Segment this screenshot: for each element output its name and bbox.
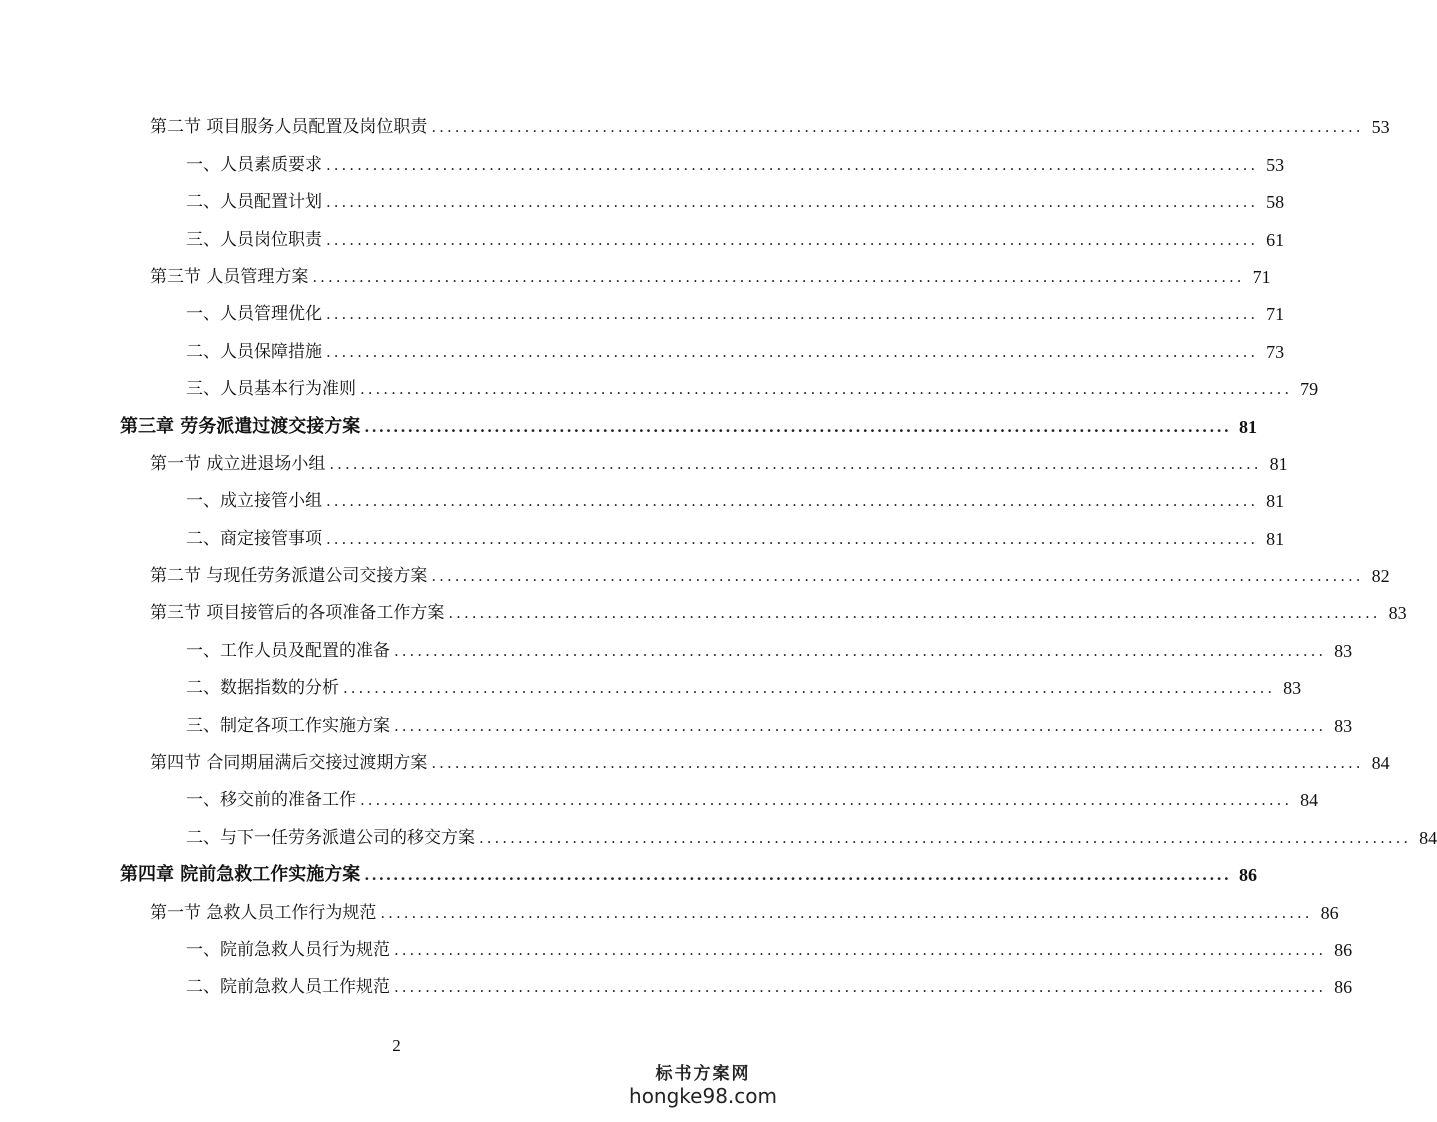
toc-page-number: 81 (1269, 453, 1288, 474)
toc-page-number: 71 (1252, 266, 1271, 287)
toc-dot-leader: ........................................................................................................................ (394, 940, 1327, 959)
toc-entry-title: 一、院前急救人员行为规范 (186, 939, 390, 960)
toc-page-number: 84 (1300, 790, 1319, 811)
toc-dot-leader: ........................................................................................................................ (431, 567, 1364, 586)
toc-section-entry (120, 250, 1271, 287)
watermark-url: hongke98.com (629, 1084, 777, 1108)
toc-section-entry (120, 437, 1288, 474)
toc-dot-leader: ........................................................................................................................ (394, 641, 1327, 660)
toc-page-number: 86 (1334, 977, 1353, 998)
toc-dot-leader: ........................................................................................................................ (326, 230, 1259, 249)
toc-dot-leader: ........................................................................................................................ (431, 118, 1364, 137)
toc-entry-title: 二、商定接管事项 (186, 528, 322, 549)
toc-page-number: 83 (1388, 603, 1407, 624)
toc-dot-leader: ........................................................................................................................ (479, 828, 1412, 847)
toc-entry-title: 一、人员素质要求 (186, 154, 322, 175)
toc-page-number: 81 (1266, 491, 1285, 512)
toc-chapter-entry (120, 399, 1257, 437)
toc-page-number: 53 (1371, 117, 1390, 138)
toc-dot-leader: ........................................................................................................................ (326, 342, 1259, 361)
toc-page-number: 86 (1334, 939, 1353, 960)
toc-dot-leader: ........................................................................................................................ (380, 903, 1313, 922)
toc-dot-leader: ........................................................................................................................ (326, 529, 1259, 548)
toc-dot-leader: ........................................................................................................................ (312, 267, 1245, 286)
toc-page-number: 83 (1334, 640, 1353, 661)
toc-section-entry (120, 549, 1390, 587)
toc-entry-title: 二、人员保障措施 (186, 341, 322, 362)
toc-subsection-entry (120, 923, 1353, 960)
toc-page-number: 79 (1300, 379, 1319, 400)
toc-section-entry (120, 100, 1390, 138)
table-of-contents (120, 100, 1437, 998)
toc-subsection-entry (120, 175, 1285, 213)
toc-entry-title: 第四节 合同期届满后交接过渡期方案 (150, 753, 428, 774)
toc-entry-title: 二、院前急救人员工作规范 (186, 977, 390, 998)
toc-dot-leader: ........................................................................................................................ (448, 604, 1381, 623)
toc-entry-title: 三、人员基本行为准则 (186, 379, 356, 400)
page-number: 2 (392, 1036, 401, 1055)
toc-dot-leader: ........................................................................................................................ (360, 380, 1293, 399)
toc-entry-title: 三、人员岗位职责 (186, 229, 322, 250)
toc-dot-leader: ........................................................................................................................ (326, 193, 1259, 212)
toc-entry-title: 第四章 院前急救工作实施方案 (120, 864, 361, 886)
toc-entry-title: 二、与下一任劳务派遣公司的移交方案 (186, 827, 475, 848)
toc-subsection-entry (120, 511, 1285, 549)
toc-dot-leader: ........................................................................................................................ (326, 492, 1259, 511)
toc-entry-title: 一、移交前的准备工作 (186, 790, 356, 811)
toc-page-number: 58 (1266, 192, 1285, 213)
toc-entry-title: 第一节 急救人员工作行为规范 (150, 902, 377, 923)
toc-entry-title: 一、工作人员及配置的准备 (186, 640, 390, 661)
toc-dot-leader: ........................................................................................................................ (364, 866, 1231, 885)
toc-dot-leader: ........................................................................................................................ (431, 754, 1364, 773)
toc-subsection-entry (120, 698, 1353, 736)
toc-page-number: 83 (1334, 715, 1353, 736)
toc-dot-leader: ........................................................................................................................ (326, 305, 1259, 324)
toc-section-entry (120, 586, 1407, 624)
toc-page-number: 81 (1266, 528, 1285, 549)
watermark-text: 标书方案网 (655, 1064, 751, 1084)
toc-subsection-entry (120, 474, 1285, 512)
toc-section-entry (120, 736, 1390, 774)
toc-page-number: 73 (1266, 341, 1285, 362)
toc-entry-title: 三、制定各项工作实施方案 (186, 715, 390, 736)
toc-entry-title: 第二节 项目服务人员配置及岗位职责 (150, 117, 428, 138)
toc-subsection-entry (120, 212, 1285, 250)
toc-entry-title: 第三章 劳务派遣过渡交接方案 (120, 415, 361, 437)
toc-entry-title: 二、人员配置计划 (186, 192, 322, 213)
toc-page-number: 61 (1266, 229, 1285, 250)
toc-page-number: 84 (1419, 827, 1437, 848)
toc-subsection-entry (120, 960, 1353, 998)
toc-dot-leader: ........................................................................................................................ (326, 155, 1259, 174)
toc-page-number: 84 (1371, 753, 1390, 774)
toc-subsection-entry (120, 324, 1285, 362)
toc-subsection-entry (120, 362, 1319, 400)
toc-subsection-entry (120, 287, 1285, 325)
toc-dot-leader: ........................................................................................................................ (394, 716, 1327, 735)
toc-section-entry (120, 885, 1339, 923)
toc-entry-title: 第二节 与现任劳务派遣公司交接方案 (150, 566, 428, 587)
toc-dot-leader: ........................................................................................................................ (343, 679, 1276, 698)
toc-page-number: 82 (1371, 566, 1390, 587)
toc-subsection-entry (120, 137, 1285, 175)
toc-dot-leader: ........................................................................................................................ (329, 454, 1262, 473)
toc-entry-title: 第三节 项目接管后的各项准备工作方案 (150, 603, 445, 624)
toc-subsection-entry (120, 623, 1353, 661)
watermark-logo (629, 1059, 777, 1108)
toc-page-number: 53 (1266, 154, 1285, 175)
toc-entry-title: 一、人员管理优化 (186, 304, 322, 325)
toc-entry-title: 一、成立接管小组 (186, 491, 322, 512)
toc-subsection-entry (120, 661, 1302, 699)
toc-dot-leader: ........................................................................................................................ (364, 417, 1231, 436)
toc-dot-leader: ........................................................................................................................ (360, 791, 1293, 810)
toc-page-number: 83 (1283, 678, 1302, 699)
toc-entry-title: 第一节 成立进退场小组 (150, 453, 326, 474)
toc-page-number: 71 (1266, 304, 1285, 325)
toc-page-number: 86 (1320, 902, 1339, 923)
toc-page-number: 81 (1238, 416, 1257, 437)
toc-entry-title: 二、数据指数的分析 (186, 678, 339, 699)
toc-subsection-entry (120, 773, 1319, 811)
toc-dot-leader: ........................................................................................................................ (394, 978, 1327, 997)
toc-entry-title: 第三节 人员管理方案 (150, 266, 309, 287)
toc-page-number: 86 (1238, 865, 1257, 886)
toc-subsection-entry (120, 810, 1437, 848)
toc-chapter-entry (120, 848, 1257, 886)
